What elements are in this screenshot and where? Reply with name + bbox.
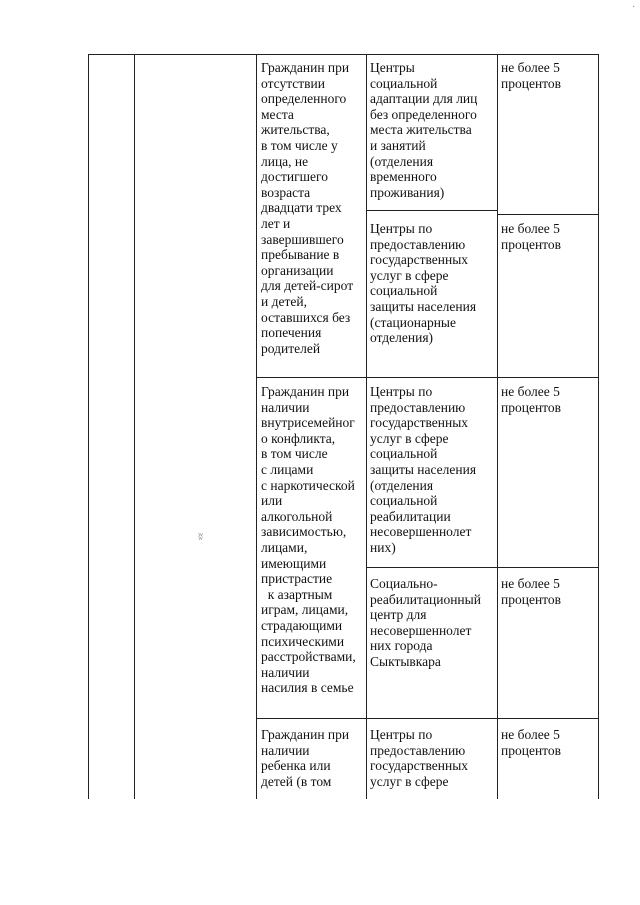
limit-cell: не более 5 процентов [501,576,562,607]
row-divider [256,718,598,719]
column-divider [256,54,257,799]
scan-speck: ʬ [198,532,204,543]
limit-cell: не более 5 процентов [501,60,562,91]
column-divider [366,54,367,799]
row-divider [256,377,598,378]
column-divider [497,54,498,799]
category-cell: Гражданин при наличии ребенка или детей (в том [261,727,350,789]
limit-cell: не более 5 процентов [501,221,562,252]
row-divider [497,214,598,215]
provider-cell: Социально- реабилитационный центр для несовершеннолет них города Сыктывкара [370,576,481,669]
row-divider [366,210,497,211]
row-divider [366,567,598,568]
column-divider [134,54,135,799]
provider-cell: Центры по предоставлению государственных услуг в сфере социальной защиты населения (отделения социальной реабилитации несовершеннолет них) [370,384,477,555]
category-cell: Гражданин при отсутствии определенного места жительства, в том числе у лица, не достигшего возраста двадцати трех лет и завершившего пребывание в организации для детей-сирот и детей, оставшихся без попечения родителей [261,60,354,356]
provider-cell: Центры по предоставлению государственных услуг в сфере социальной защиты населения (стационарные отделения) [370,221,477,346]
table-left-border [88,54,89,799]
provider-cell: Центры по предоставлению государственных услуг в сфере [370,727,469,789]
table-right-border [598,54,599,799]
table-top-border [88,54,598,55]
scan-speck: · [632,2,636,13]
limit-cell: не более 5 процентов [501,727,562,758]
provider-cell: Центры социальной адаптации для лиц без определенного места жительства и занятий (отделения временного проживания) [370,60,478,200]
limit-cell: не более 5 процентов [501,384,562,415]
category-cell: Гражданин при наличии внутрисемейног о конфликта, в том числе с лицами с наркотической или алкогольной зависимостью, лицами, имеющими пристрастие к азартным играм, лицами, страдающими психическими расстройствами, наличии насилия в семье [261,384,356,696]
